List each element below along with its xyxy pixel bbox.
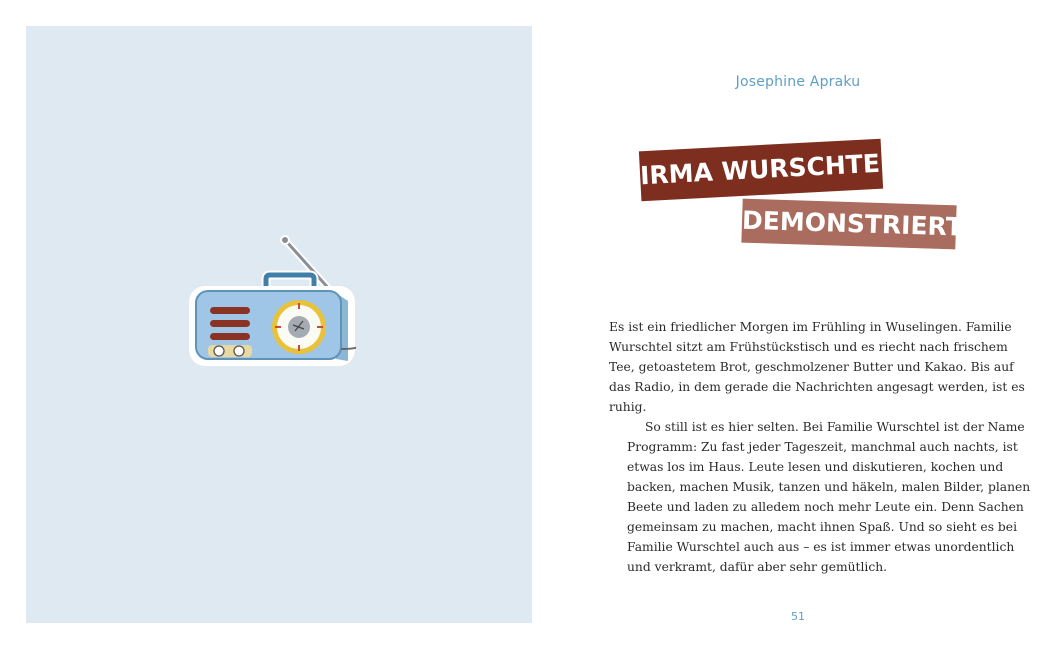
author-name: Josephine Apraku xyxy=(735,74,861,90)
text-line: Wurschtel sitzt am Frühstückstisch und es riecht nach frischem xyxy=(609,340,1008,354)
text-line: das Radio, in dem gerade die Nachrichten angesagt werden, ist es xyxy=(609,380,1025,394)
left-page-illustration-panel xyxy=(26,26,532,623)
chapter-body-text xyxy=(609,317,1031,577)
paragraph-1 xyxy=(609,317,1025,417)
text-line: und verkramt, dafür aber sehr gemütlich. xyxy=(627,560,888,574)
text-line: backen, machen Musik, tanzen und häkeln, malen Bilder, planen xyxy=(627,480,1031,494)
page-number: 51 xyxy=(791,610,805,623)
text-line: So still ist es hier selten. Bei Familie Wurschtel ist der Name xyxy=(645,420,1025,434)
text-line: etwas los im Haus. Leute lesen und diskutieren, kochen und xyxy=(627,460,1004,474)
chapter-title-line-2: DEMONSTRIERT xyxy=(741,199,956,250)
text-line: Beete und laden zu alledem noch mehr Leute ein. Denn Sachen xyxy=(627,500,1024,514)
paragraph-2 xyxy=(609,417,1031,577)
text-line: Familie Wurschtel auch aus – es ist immer etwas unordentlich xyxy=(627,540,1015,554)
text-line: Tee, getoastetem Brot, geschmolzener Butter und Kakao. Bis auf xyxy=(609,360,1014,374)
chapter-title-line-1: IRMA WURSCHTEL xyxy=(639,139,883,202)
text-line: gemeinsam zu machen, macht ihnen Spaß. Und so sieht es bei xyxy=(627,520,1018,534)
radio-icon xyxy=(186,231,356,371)
text-line: Es ist ein friedlicher Morgen im Frühling in Wuselingen. Familie xyxy=(609,320,1012,334)
text-line: Programm: Zu fast jeder Tageszeit, manchmal auch nachts, ist xyxy=(627,440,1018,454)
text-line: ruhig. xyxy=(609,400,647,414)
